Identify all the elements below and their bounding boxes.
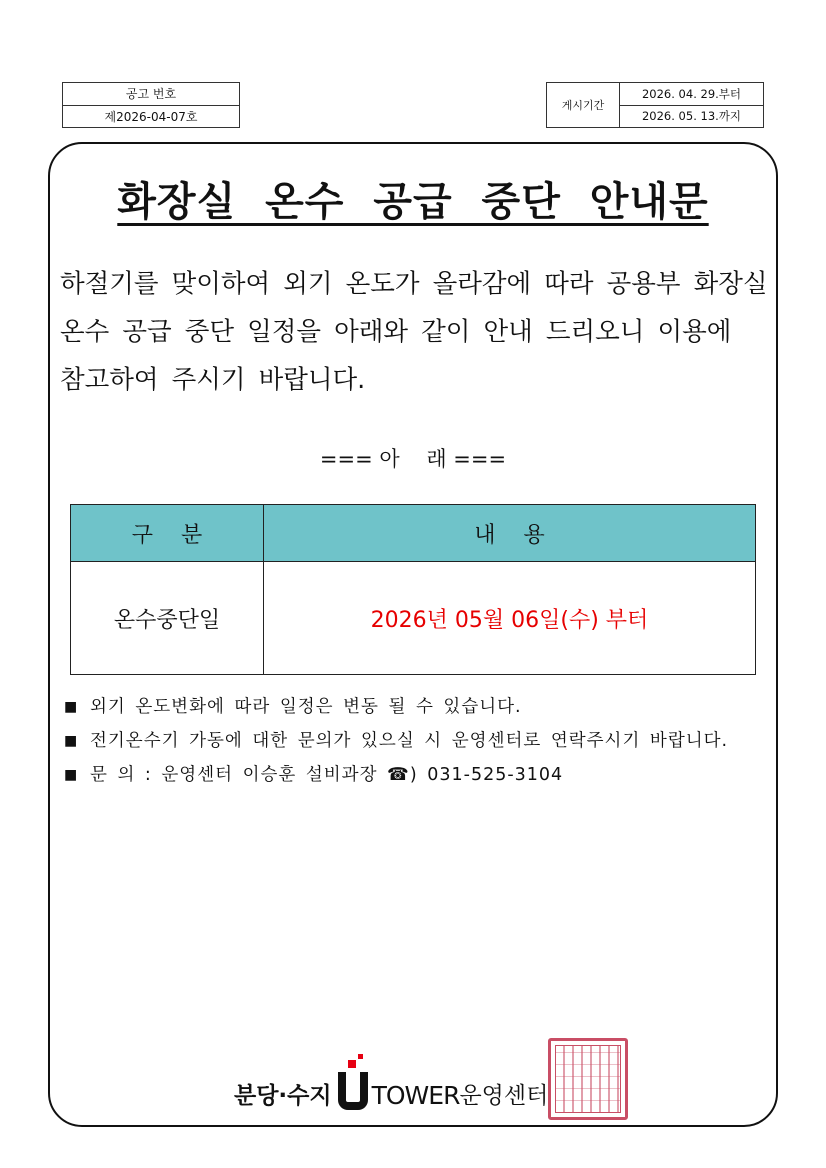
logo-u-shape-icon — [338, 1072, 368, 1110]
seal-inner — [555, 1045, 621, 1113]
posting-period-dates — [620, 83, 763, 127]
logo-dot-icon — [348, 1060, 356, 1068]
schedule-table — [70, 504, 756, 675]
intro-line: 참고하여 주시기 바랍니다. — [60, 365, 366, 395]
notice-number-value: 제2026-04-07호 — [63, 105, 239, 128]
square-bullet-icon: ■ — [64, 699, 78, 715]
footer-signature — [234, 1050, 548, 1110]
note-text: 전기온수기 가동에 대한 문의가 있으실 시 운영센터로 연락주시기 바랍니다. — [90, 731, 729, 751]
u-logo-icon — [338, 1060, 368, 1110]
table-row — [71, 562, 756, 675]
note-text: 문 의 : 운영센터 이승훈 설비과장 ☎) 031-525-3104 — [90, 765, 564, 785]
official-seal-icon — [548, 1038, 628, 1120]
posting-period-box — [546, 82, 764, 128]
footer-brand: TOWER — [371, 1081, 460, 1110]
list-item — [64, 724, 764, 758]
footer-suffix: 운영센터 — [459, 1083, 549, 1109]
page-title-text: 화장실 온수 공급 중단 안내문 — [117, 179, 709, 225]
square-bullet-icon: ■ — [64, 733, 78, 749]
logo-dot-icon — [358, 1054, 363, 1059]
table-header-row — [71, 505, 756, 562]
notes-list — [64, 690, 764, 792]
posting-period-to: 2026. 05. 13.까지 — [620, 105, 763, 128]
page-title — [0, 170, 826, 227]
note-text: 외기 온도변화에 따라 일정은 변동 될 수 있습니다. — [90, 697, 522, 717]
list-item — [64, 758, 764, 792]
footer-prefix: 분당·수지 — [234, 1083, 332, 1109]
table-header-category: 구 분 — [71, 505, 264, 562]
intro-line: 온수 공급 중단 일정을 아래와 같이 안내 드리오니 이용에 — [60, 317, 732, 347]
table-header-content: 내 용 — [264, 505, 756, 562]
section-heading: === 아 래 === — [319, 447, 507, 471]
posting-period-from: 2026. 04. 29.부터 — [641, 86, 742, 101]
intro-line: 하절기를 맞이하여 외기 온도가 올라감에 따라 공용부 화장실 — [60, 269, 768, 299]
intro-paragraph — [60, 260, 768, 404]
notice-number-label: 공고 번호 — [125, 87, 177, 101]
table-cell-date: 2026년 05월 06일(수) 부터 — [264, 562, 756, 675]
posting-period-label: 게시기간 — [547, 83, 620, 127]
notice-number-box — [62, 82, 240, 128]
square-bullet-icon: ■ — [64, 767, 78, 783]
list-item — [64, 690, 764, 724]
table-cell-label: 온수중단일 — [71, 562, 264, 675]
